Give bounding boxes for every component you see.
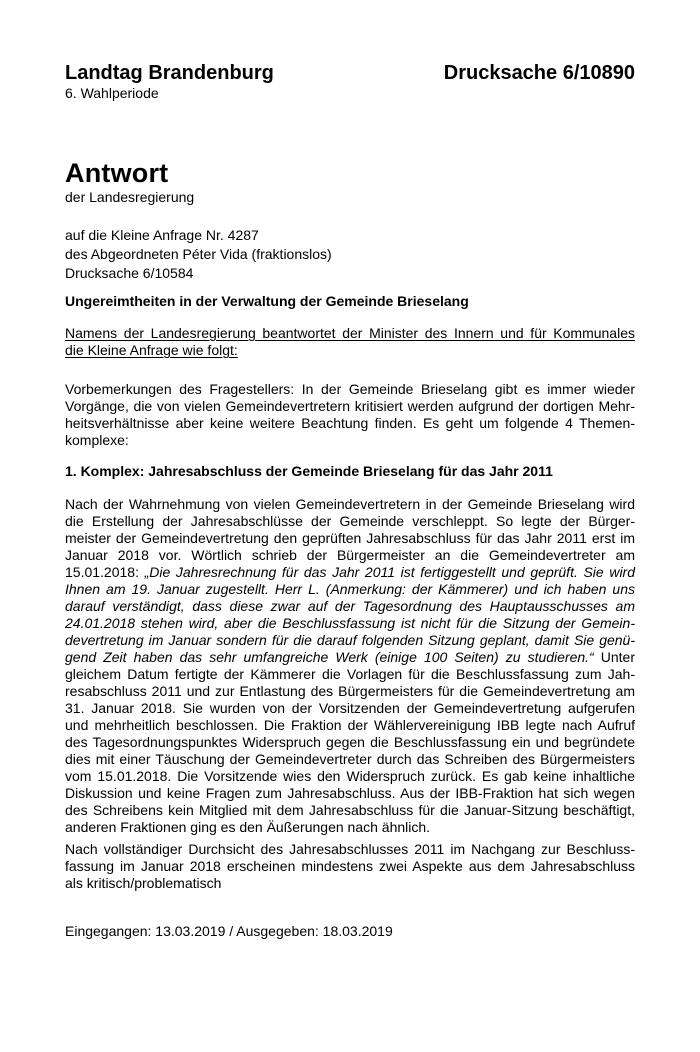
text-line: gend Zeit haben das sehr umfangreiche Werk (einige 100 Seiten) zu studieren.“ Unter (65, 649, 636, 665)
text-line: heitsverhältnisse aber keine weitere Beachtung finden. Es geht um folgende 4 Themen- (65, 415, 635, 431)
text-line: vom 15.01.2018. Die Vorsitzende wies den Widerspruch zurück. Es gab keine inhaltliche (65, 768, 635, 784)
text-line: 15.01.2018: „Die Jahresrechnung für das Jahr 2011 ist fertiggestellt und geprüft. Sie wird (65, 564, 635, 580)
text-line: Januar 2018 vor. Wörtlich schrieb der Bürgermeister an die Gemeindevertreter am (65, 547, 635, 563)
reference-block (65, 226, 635, 283)
subject-title: Ungereimtheiten in der Verwaltung der Gemeinde Brieselang (65, 293, 469, 309)
receipt-footer: Eingegangen: 13.03.2019 / Ausgegeben: 18.03.2019 (65, 923, 393, 939)
text-line: Vorgänge, die von vielen Gemeindevertretern kritisiert werden aufgrund der dortigen Mehr- (65, 398, 635, 414)
answer-title: Antwort (65, 158, 169, 188)
document-page (0, 62, 700, 1052)
preamble-paragraph (65, 325, 635, 359)
reference-line: Drucksache 6/10584 (65, 265, 194, 281)
remarks-paragraph (65, 381, 635, 449)
text-line: Diskussion und keine Fragen zum Jahresabschluss. Aus der IBB-Fraktion hat sich wegen (65, 785, 635, 801)
text-line: komplexe: (65, 432, 129, 448)
reference-line: auf die Kleine Anfrage Nr. 4287 (65, 227, 259, 243)
document-header (65, 62, 635, 85)
text-line: als kritisch/problematisch (65, 875, 222, 891)
reference-line: des Abgeordneten Péter Vida (fraktionslos) (65, 246, 332, 262)
institution-name: Landtag Brandenburg (65, 62, 274, 84)
answer-issuer: der Landesregierung (65, 189, 195, 205)
legislative-period: 6. Wahlperiode (65, 85, 159, 101)
text-line: Vorbemerkungen des Fragestellers: In der Gemeinde Brieselang gibt es immer wieder (65, 381, 635, 397)
text-line: gleichem Datum fertigte der Kämmerer die Vorlagen für die Beschlussfassung zum Jah- (65, 666, 635, 682)
text-line: 24.01.2018 stehen wird, aber die Beschlussfassung ist nicht für die Sitzung der Gemein- (65, 615, 635, 631)
closing-paragraph (65, 841, 635, 892)
text-line: die Kleine Anfrage wie folgt: (65, 342, 238, 358)
text-line: meister der Gemeindevertretung den geprüften Jahresabschluss für das Jahr 2011 erst im (65, 530, 635, 546)
text-line: resabschluss 2011 und zur Entlastung des Bürgermeisters für die Gemeindevertretung am (65, 683, 635, 699)
text-line: des Schreibens kein Mitglied mit dem Jahresabschluss für die Januar-Sitzung beschäftigt, (65, 802, 635, 818)
section-1-heading: 1. Komplex: Jahresabschluss der Gemeinde Brieselang für das Jahr 2011 (65, 463, 553, 479)
text-line: Namens der Landesregierung beantwortet der Minister des Innern und für Kommunales (65, 325, 635, 341)
text-line: Nach der Wahrnehmung von vielen Gemeindevertretern in der Gemeinde Brieselang wird (65, 496, 635, 512)
text-line: die Erstellung der Jahresabschlüsse der Gemeinde verschleppt. So legte der Bürger- (65, 513, 635, 529)
doc-number: Drucksache 6/10890 (443, 62, 635, 84)
text-line: devertretung im Januar sondern für die darauf folgenden Sitzung geplant, damit Sie genü- (65, 632, 635, 648)
text-line: des Tagesordnungspunktes Widerspruch gegen die Beschlussfassung ein und begründete (65, 734, 635, 750)
text-line: 31. Januar 2018. Sie wurden von der Vorsitzenden der Gemeindevertretung aufgerufen (65, 700, 635, 716)
text-line: darauf verständigt, dass diese zwar auf der Tagesordnung des Hauptausschusses am (65, 598, 635, 614)
text-line: Ihnen am 19. Januar zugestellt. Herr L. (Anmerkung: der Kämmerer) und ich haben uns (65, 581, 635, 597)
text-line: Nach vollständiger Durchsicht des Jahresabschlusses 2011 im Nachgang zur Beschluss- (65, 841, 635, 857)
section-1-paragraph (65, 496, 635, 836)
text-line: anderen Fraktionen ging es den Äußerungen nach ähnlich. (65, 819, 431, 835)
text-line: fassung im Januar 2018 erscheinen mindestens zwei Aspekte aus dem Jahresabschluss (65, 858, 635, 874)
text-line: dies mit einer Täuschung der Gemeindevertreter durch das Schreiben des Bürgermeisters (65, 751, 635, 767)
text-line: und mehrheitlich beschlossen. Die Fraktion der Wählervereinigung IBB legte nach Aufruf (65, 717, 635, 733)
